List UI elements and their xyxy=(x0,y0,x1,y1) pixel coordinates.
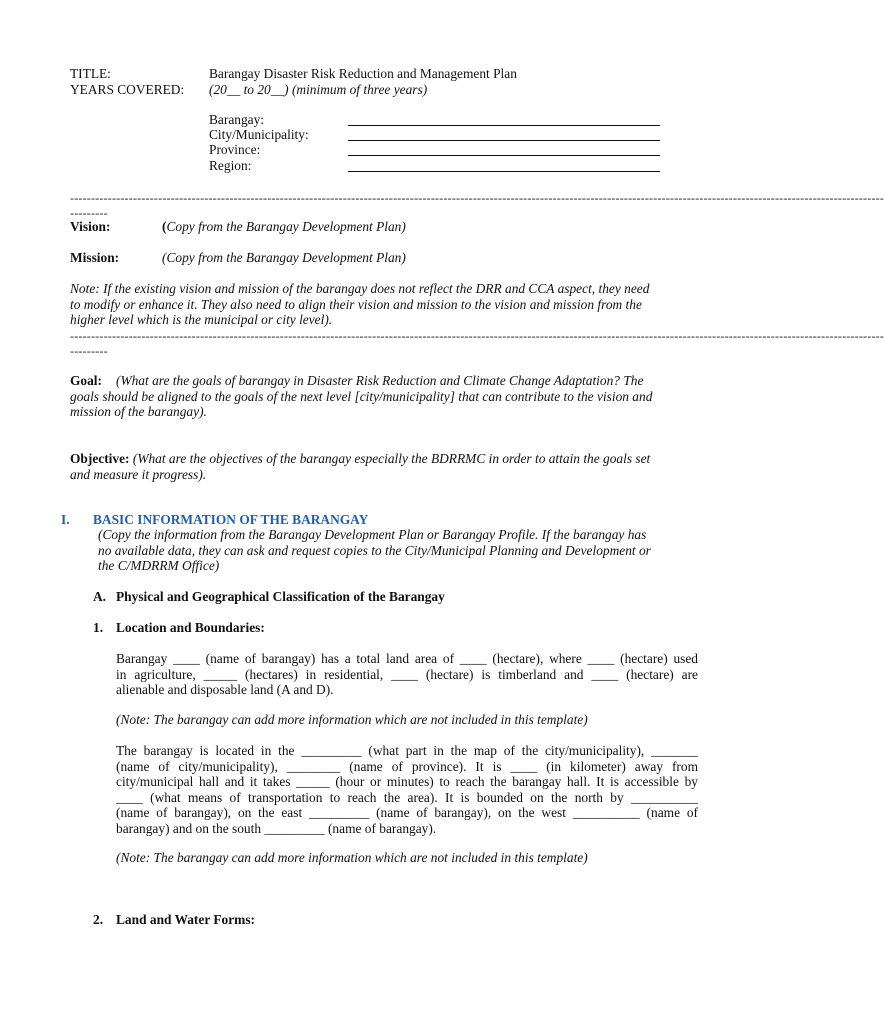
goal-block xyxy=(70,373,697,420)
goal-label: Goal: xyxy=(70,373,102,388)
region-field-line xyxy=(348,171,660,172)
objective-block xyxy=(70,451,697,482)
section-note-line: no available data, they can ask and request copies to the City/Municipal Planning and Development or xyxy=(98,542,651,558)
land-area-paragraph xyxy=(116,651,698,698)
paragraph-line: city/municipal hall and it takes _____ (hour or minutes) to reach the barangay hall. It is accessible by xyxy=(116,774,698,790)
subsection-2-heading: Land and Water Forms: xyxy=(116,912,256,927)
note-line: to modify or enhance it. They also need to align their vision and mission to the vision and mission from the xyxy=(70,296,642,312)
mission-text: (Copy from the Barangay Development Plan) xyxy=(162,250,406,265)
years-label: YEARS COVERED: xyxy=(70,82,185,97)
template-note: (Note: The barangay can add more information which are not included in this template) xyxy=(116,850,588,865)
paragraph-line: Barangay ____ (name of barangay) has a total land area of ____ (hectare), where ____ (hectare) used xyxy=(116,651,698,666)
objective-line: (What are the objectives of the barangay especially the BDRRMC in order to attain the goals set xyxy=(132,451,651,466)
goal-line: goals should be aligned to the goals of the next level [city/municipality] that can contribute to the vision and xyxy=(70,388,653,404)
separator-tail: --------- xyxy=(70,206,108,220)
region-field-label: Region: xyxy=(209,158,252,173)
section-note-line: the C/MDRRM Office) xyxy=(98,558,220,574)
mission-label: Mission: xyxy=(70,250,120,265)
note-line: Note: If the existing vision and mission of the barangay does not reflect the DRR and CCA aspect, they need xyxy=(70,281,650,296)
paragraph-line: ____ (what means of transportation to reach the area). It is bounded on the north by __________ xyxy=(116,789,698,805)
province-field-line xyxy=(348,155,660,156)
paragraph-line: barangay) and on the south _________ (name of barangay). xyxy=(116,820,437,836)
section-note-line: (Copy the information from the Barangay Development Plan or Barangay Profile. If the barangay has xyxy=(98,527,647,542)
paragraph-line: alienable and disposable land (A and D). xyxy=(116,682,334,698)
section-note xyxy=(98,527,651,574)
section-heading: BASIC INFORMATION OF THE BARANGAY xyxy=(93,512,369,527)
goal-line: mission of the barangay). xyxy=(70,404,207,420)
paragraph-line: The barangay is located in the _________ (what part in the map of the city/municipality), _______ xyxy=(116,743,698,758)
template-note: (Note: The barangay can add more information which are not included in this template) xyxy=(116,712,588,727)
years-value: (20__ to 20__) (minimum of three years) xyxy=(209,82,428,97)
separator-tail: --------- xyxy=(70,344,108,358)
city-field-label: City/Municipality: xyxy=(209,127,309,142)
title-label: TITLE: xyxy=(70,66,111,81)
subsection-1-heading: Location and Boundaries: xyxy=(116,620,265,635)
vision-value: Copy from the Barangay Development Plan) xyxy=(166,219,406,234)
separator-line: -------------------------------------------------------------------------------------------------------------------------------------------------------------------------------------------------- xyxy=(70,191,884,205)
objective-label: Objective: xyxy=(70,451,130,466)
objective-line: and measure it progress). xyxy=(70,466,207,482)
paragraph-line: in agriculture, _____ (hectares) in residential, ____ (hectare) is timberland and ____ (hectare) are xyxy=(116,666,698,682)
subsection-a-letter: A. xyxy=(93,589,107,604)
barangay-field-line xyxy=(348,125,660,126)
paragraph-line: (name of barangay), on the east _________ (name of barangay), on the west __________ (name of xyxy=(116,805,698,821)
city-field-line xyxy=(348,140,660,141)
note-line: higher level which is the municipal or city level). xyxy=(70,312,333,328)
goal-line: (What are the goals of barangay in Disaster Risk Reduction and Climate Change Adaptation? The xyxy=(116,373,644,388)
barangay-field-label: Barangay: xyxy=(209,112,265,127)
separator-line: -------------------------------------------------------------------------------------------------------------------------------------------------------------------------------------------------- xyxy=(70,329,884,343)
vision-text xyxy=(162,219,406,235)
vision-mission-note xyxy=(70,281,697,328)
vision-label: Vision: xyxy=(70,219,111,234)
province-field-label: Province: xyxy=(209,142,261,157)
title-value: Barangay Disaster Risk Reduction and Management Plan xyxy=(209,66,517,81)
paragraph-line: (name of city/municipality), ________ (name of province). It is ____ (in kilometer) away from xyxy=(116,758,698,774)
subsection-2-number: 2. xyxy=(93,912,104,927)
subsection-1-number: 1. xyxy=(93,620,104,635)
section-number: I. xyxy=(61,512,70,527)
vision-paren: ( xyxy=(162,219,167,234)
subsection-a-heading: Physical and Geographical Classification of the Barangay xyxy=(116,589,445,604)
location-paragraph xyxy=(116,743,698,837)
